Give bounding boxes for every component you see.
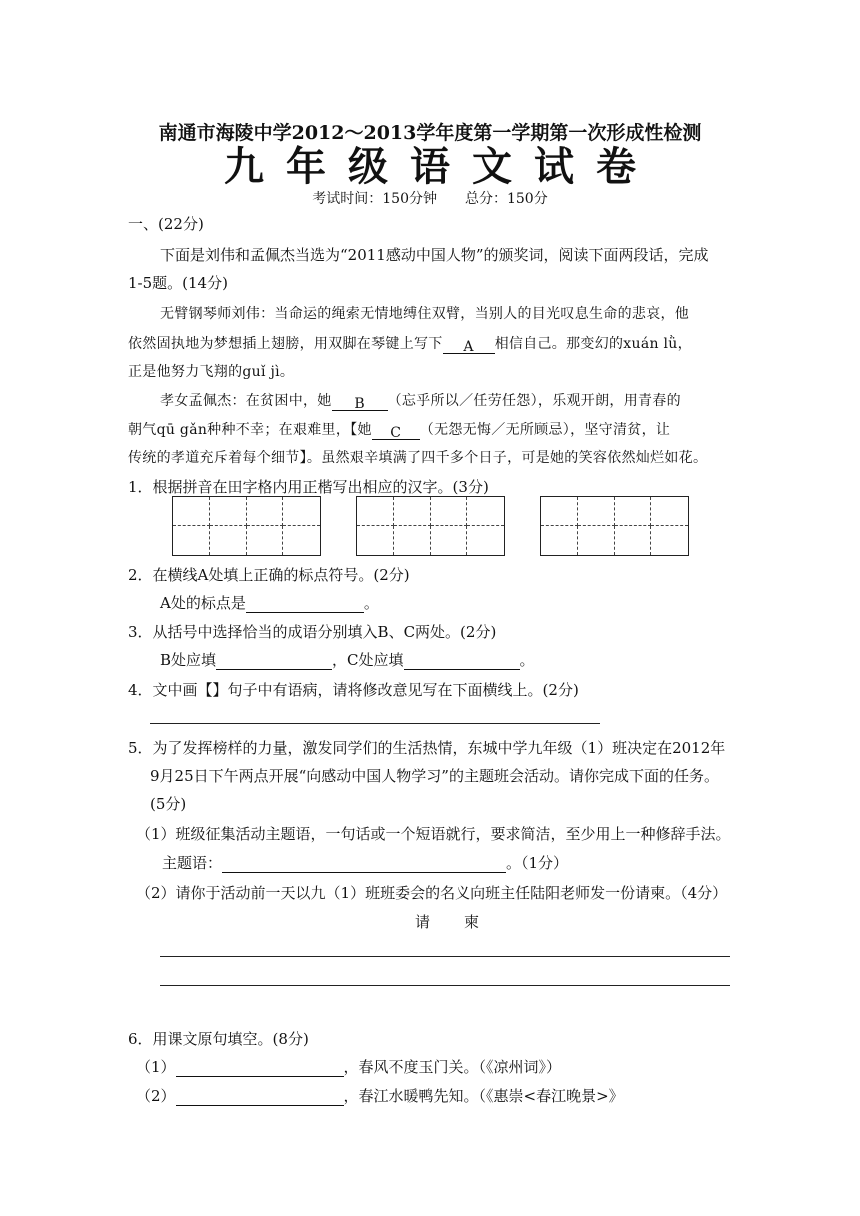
question-5-cont: (5分)	[150, 795, 187, 813]
passage-line: 传统的孝道充斥着每个细节】。虽然艰辛填满了四千多个日子，可是她的笑容依然灿烂如花。	[128, 450, 708, 466]
question-5: 5．为了发挥榜样的力量，激发同学们的生活热情，东城中学九年级（1）班决定在2012年	[128, 739, 726, 757]
fill-item	[136, 1086, 624, 1106]
theme-label: 主题语：	[162, 854, 223, 872]
tianzige-box-3[interactable]	[540, 496, 689, 556]
question-1: 1．根据拼音在田字格内用正楷写出相应的汉字。(3分)	[128, 478, 489, 496]
fill-text: ，春江水暖鸭先知。（《惠崇<春江晚景>》	[343, 1087, 624, 1105]
theme-blank[interactable]	[222, 856, 506, 873]
invitation-line[interactable]	[160, 985, 730, 986]
section-heading: 一、(22分)	[128, 215, 204, 233]
answer-label: B处应填	[160, 651, 217, 669]
fill-number: （1）	[136, 1058, 176, 1076]
tianzige-box-1[interactable]	[172, 496, 321, 556]
theme-score: 。（1分）	[506, 854, 569, 872]
paper-title: 九年级语文试卷	[224, 143, 658, 190]
answer-blank-b[interactable]	[216, 653, 332, 670]
blank-c[interactable]: C	[372, 423, 420, 440]
passage-line: 无臂钢琴师刘伟：当命运的绳索无情地缚住双臂，当别人的目光叹息生命的悲哀，他	[160, 306, 690, 322]
passage-line: 正是他努力飞翔的guǐ jì。	[128, 364, 295, 380]
question-6: 6．用课文原句填空。(8分)	[128, 1030, 309, 1048]
fill-number: （2）	[136, 1087, 176, 1105]
answer-end: 。	[519, 651, 535, 669]
exam-info: 考试时间：150分钟 总分：150分	[312, 191, 548, 207]
passage-text: 依然固执地为梦想插上翅膀，用双脚在琴键上写下	[128, 336, 443, 352]
answer-line	[160, 593, 379, 613]
theme-line	[162, 853, 568, 873]
passage-text: 朝气qū gǎn种种不幸；在艰难里，【她	[128, 422, 372, 438]
blank-b[interactable]: B	[332, 394, 388, 411]
answer-blank[interactable]	[246, 596, 364, 613]
tianzige-box-2[interactable]	[356, 496, 505, 556]
question-4: 4．文中画【】句子中有语病，请将修改意见写在下面横线上。(2分)	[128, 681, 579, 699]
passage-line	[128, 420, 670, 440]
fill-item	[136, 1057, 561, 1077]
question-5-cont: 9月25日下午两点开展“向感动中国人物学习”的主题班会活动。请你完成下面的任务。	[150, 767, 719, 785]
passage-line	[128, 334, 692, 354]
question-3: 3．从括号中选择恰当的成语分别填入B、C两处。(2分)	[128, 623, 497, 641]
answer-end: 。	[363, 594, 379, 612]
passage-line	[160, 391, 681, 411]
fill-blank[interactable]	[176, 1089, 344, 1106]
question-2: 2．在横线A处填上正确的标点符号。(2分)	[128, 566, 410, 584]
fill-blank[interactable]	[176, 1060, 344, 1077]
passage-text: 孝女孟佩杰：在贫困中，她	[160, 393, 332, 409]
intro-line: 1-5题。(14分)	[128, 274, 228, 292]
subquestion-1: （1）班级征集活动主题语，一句话或一个短语就行，要求简洁，至少用上一种修辞手法。	[136, 825, 731, 843]
school-title: 南通市海陵中学2012～2013学年度第一学期第一次形成性检测	[158, 122, 702, 144]
invitation-title: 请柬	[415, 913, 514, 931]
blank-a[interactable]: A	[443, 337, 495, 354]
answer-line	[160, 650, 535, 670]
intro-line: 下面是刘伟和孟佩杰当选为“2011感动中国人物”的颁奖词，阅读下面两段话，完成	[160, 246, 709, 264]
passage-text: （无怨无悔／无所顾忌），坚守清贫，让	[419, 422, 671, 438]
subquestion-2: （2）请你于活动前一天以九（1）班班委会的名义向班主任陆阳老师发一份请柬。（4分）	[136, 884, 728, 902]
passage-text: （忘乎所以／任劳任怨），乐观开朗，用青春的	[387, 393, 681, 409]
invitation-line[interactable]	[160, 956, 730, 957]
answer-blank-c[interactable]	[404, 653, 520, 670]
fill-text: ，春风不度玉门关。（《凉州词》）	[343, 1058, 562, 1076]
answer-line[interactable]	[150, 723, 600, 724]
answer-label: A处的标点是	[160, 594, 246, 612]
passage-text: 相信自己。那变幻的xuán lǜ，	[494, 336, 692, 352]
answer-label: ，C处应填	[332, 651, 404, 669]
